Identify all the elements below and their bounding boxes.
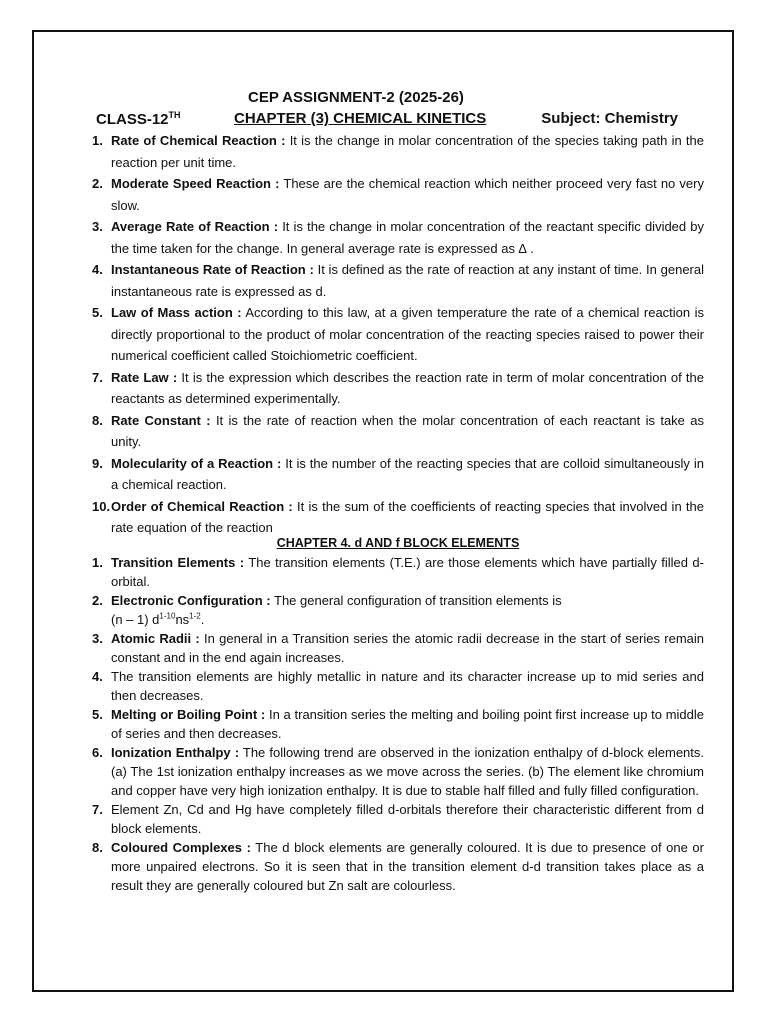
list-item xyxy=(92,130,704,173)
list-item xyxy=(92,216,704,259)
item-number: 7. xyxy=(92,369,103,385)
list-item xyxy=(92,838,704,895)
item-term: Melting or Boiling Point : xyxy=(111,707,266,722)
list-item xyxy=(92,743,704,800)
item-number: 3. xyxy=(92,631,103,646)
header-row xyxy=(96,110,678,130)
item-text: It is the change in molar concentration of the species taking path in the reaction per unit time. xyxy=(111,133,704,170)
item-number: 9. xyxy=(92,455,103,471)
item-number: 3. xyxy=(92,219,103,234)
item-text: It is the number of the reacting species that are colloid simultaneously in a chemical reaction. xyxy=(111,455,704,492)
item-text: The general configuration of transition elements is xyxy=(270,593,562,608)
item-text: It is defined as the rate of reaction at any instant of time. In general instantaneous rate is expressed as d. xyxy=(111,262,705,299)
item-text: In a transition series the melting and boiling point first increase up to middle of series and then decreases. xyxy=(111,707,705,741)
item-number: 7. xyxy=(92,802,103,817)
item-text: Element Zn, Cd and Hg have completely filled d-orbitals therefore their characteristic different from d block elements. xyxy=(111,802,704,836)
item-text: The d block elements are generally coloured. It is due to presence of one or more unpaired electrons. So it is seen that in the transition element d-d transition takes place as a result they are generally coloured but Zn salt are colourless. xyxy=(111,840,704,893)
list-item xyxy=(92,629,704,667)
formula-base: (n – 1) d xyxy=(111,612,160,627)
list-item xyxy=(92,259,704,302)
item-number: 5. xyxy=(92,707,103,722)
item-number: 4. xyxy=(92,262,103,277)
item-number: 1. xyxy=(92,555,103,570)
chapter-3-title: CHAPTER (3) CHEMICAL KINETICS xyxy=(234,110,487,127)
item-text: According to this law, at a given temperature the rate of a chemical reaction is directly proportional to the product of molar concentration of the reacting species raised to power their numerical coefficient called Stoichiometric coefficient. xyxy=(111,305,704,363)
class-label xyxy=(96,110,181,128)
chapter-3-list xyxy=(92,130,704,539)
assignment-title: CEP ASSIGNMENT-2 (2025-26) xyxy=(248,89,464,106)
item-term: Law of Mass action : xyxy=(111,305,242,320)
config-formula xyxy=(111,612,204,627)
item-term: Average Rate of Reaction : xyxy=(111,219,279,234)
formula-mid: ns xyxy=(175,612,190,627)
item-text: It is the expression which describes the reaction rate in term of molar concentration of the reactants as determined experimentally. xyxy=(111,369,704,406)
item-number: 8. xyxy=(92,412,103,428)
item-term: Rate Constant : xyxy=(111,412,211,428)
list-item xyxy=(92,173,704,216)
item-text: It is the rate of reaction when the molar concentration of each reactant is take as unity. xyxy=(111,412,704,449)
class-text: CLASS-12 xyxy=(96,111,169,128)
item-term: Order of Chemical Reaction : xyxy=(111,498,293,514)
item-text: It is the change in molar concentration of the reactant specific divided by the time taken for the change. In general average rate is expressed as ∆ . xyxy=(111,219,705,256)
formula-sup-2: 1-2 xyxy=(189,611,201,621)
list-item xyxy=(92,553,704,591)
list-item xyxy=(92,410,704,453)
item-number: 1. xyxy=(92,133,103,148)
chapter-4-list xyxy=(92,553,704,895)
item-term: Rate Law : xyxy=(111,369,178,385)
item-number: 8. xyxy=(92,840,103,855)
subject-label: Subject: Chemistry xyxy=(541,110,678,127)
list-item xyxy=(92,667,704,705)
formula-sup-1: 1-10 xyxy=(159,611,176,621)
item-text: The transition elements (T.E.) are those elements which have partially filled d-orbital. xyxy=(111,555,704,589)
list-item xyxy=(92,496,704,539)
item-term: Transition Elements : xyxy=(111,555,245,570)
item-text: In general in a Transition series the atomic radii decrease in the start of series remain constant and in the end again increases. xyxy=(111,631,704,665)
item-term: Atomic Radii : xyxy=(111,631,200,646)
item-number: 6. xyxy=(92,745,103,760)
item-number: 2. xyxy=(92,593,103,608)
item-text: These are the chemical reaction which neither proceed very fast no very slow. xyxy=(111,176,704,213)
item-number: 10. xyxy=(92,498,111,514)
chapter-4-title: CHAPTER 4. d AND f BLOCK ELEMENTS xyxy=(276,536,520,550)
item-term: Electronic Configuration : xyxy=(111,593,271,608)
item-term: Rate of Chemical Reaction : xyxy=(111,133,286,148)
formula-end: . xyxy=(200,612,205,627)
item-text: It is the sum of the coefficients of reacting species that involved in the rate equation of the reaction xyxy=(111,498,704,535)
item-number: 5. xyxy=(92,305,103,320)
item-term: Coloured Complexes : xyxy=(111,840,251,855)
item-number: 2. xyxy=(92,176,103,191)
item-term: Instantaneous Rate of Reaction : xyxy=(111,262,314,277)
list-item xyxy=(92,367,704,410)
item-text: The following trend are observed in the ionization enthalpy of d-block elements. (a) The 1st ionization enthalpy increases as we move across the series. (b) The element like chromium and copper have very high ionization enthalpy. It is due to stable half filled and fully filled configuration. xyxy=(111,745,704,798)
list-item xyxy=(92,705,704,743)
item-term: Ionization Enthalpy : xyxy=(111,745,240,760)
item-term: Molecularity of a Reaction : xyxy=(111,455,282,471)
list-item xyxy=(92,302,704,367)
item-number: 4. xyxy=(92,669,103,684)
class-sup: TH xyxy=(168,110,181,120)
item-text: The transition elements are highly metallic in nature and its character increase up to mid series and then decreases. xyxy=(111,669,704,703)
item-term: Moderate Speed Reaction : xyxy=(111,176,280,191)
list-item xyxy=(92,453,704,496)
list-item xyxy=(92,800,704,838)
list-item xyxy=(92,591,704,629)
